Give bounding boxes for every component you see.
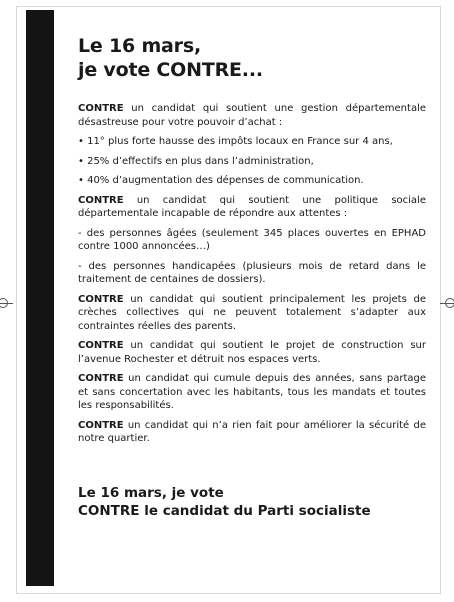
flyer-content [78,34,426,520]
contre-keyword: CONTRE [78,103,124,114]
contre-keyword: CONTRE [78,373,124,384]
sub-paragraph: - des personnes handicapées (plusieurs mois de retard dans le traitement de centaines de dossiers). [78,260,426,285]
section-text: un candidat qui soutient le projet de construction sur l’avenue Rochester et détruit nos espaces verts. [78,340,426,365]
sub-paragraph: - des personnes âgées (seulement 345 places ouvertes en EPHAD contre 1000 annoncées…) [78,227,426,252]
headline [78,34,426,82]
section-creches [78,293,426,334]
contre-keyword: CONTRE [78,419,124,431]
section-cumul-mandats [78,372,426,413]
headline-line-2: je vote CONTRE... [78,59,263,81]
section-securite [78,419,426,446]
bullet-item: • 11° plus forte hausse des impôts locaux en France sur 4 ans, [78,136,393,147]
crop-mark-right-icon [445,298,454,308]
headline-line-1: Le 16 mars, [78,35,201,57]
closing-line-2: CONTRE le candidat du Parti socialiste [78,502,371,519]
crop-mark-left-icon [0,298,8,308]
section-text: un candidat qui n’a rien fait pour améliorer la sécurité de notre quartier. [78,419,426,444]
section-politique-sociale [78,194,426,221]
section-text: un candidat qui soutient une politique sociale départementale incapable de répondre aux attentes : [78,194,426,219]
contre-keyword: CONTRE [78,194,124,206]
section-pouvoir-achat [78,102,426,129]
bullet-item: • 40% d’augmentation des dépenses de communication. [78,175,364,186]
closing-line-1: Le 16 mars, je vote [78,484,224,501]
section-text: un candidat qui soutient une gestion départementale désastreuse pour votre pouvoir d’achat : [78,103,426,128]
flyer-body [78,102,426,446]
contre-keyword: CONTRE [78,340,124,351]
section-text: un candidat qui cumule depuis des années, sans partage et sans concertation avec les habitants, tous les mandats et toutes les responsabilités. [78,373,426,411]
bullet-item: • 25% d’effectifs en plus dans l’administration, [78,155,314,167]
black-side-bar [26,10,54,586]
contre-keyword: CONTRE [78,293,124,305]
section-rochester [78,339,426,366]
closing-statement [78,484,426,520]
section-text: un candidat qui soutient principalement les projets de crèches collectives qui ne peuvent totalement s’adapter aux contraintes réelles des parents. [78,293,426,332]
